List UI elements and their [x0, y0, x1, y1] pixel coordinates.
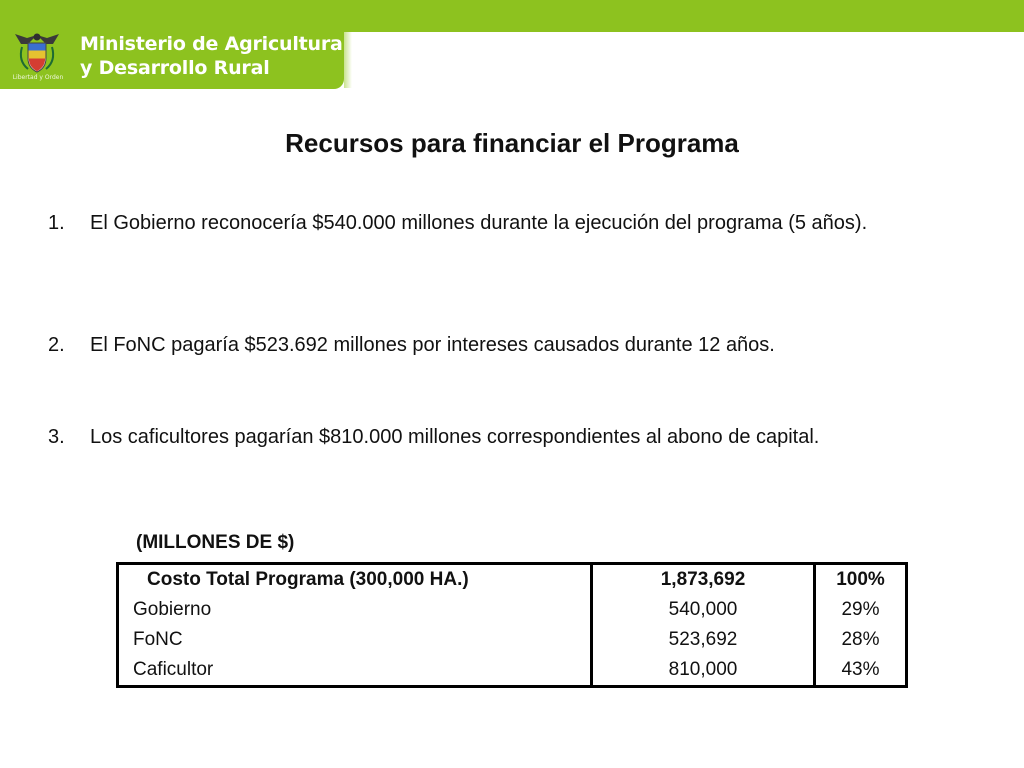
- list-item-number: 3.: [48, 426, 65, 448]
- table-header-row: [118, 564, 907, 596]
- table-cell-label: FoNC: [118, 625, 592, 655]
- list-item-number: 2.: [48, 334, 65, 356]
- slide-title: Recursos para financiar el Programa: [285, 128, 739, 158]
- funding-sources-list: [48, 208, 984, 453]
- list-item: [48, 422, 984, 453]
- list-item-text: Los caficultores pagarían $810.000 millones correspondientes al abono de capital.: [90, 426, 820, 448]
- table-cell-value: 810,000: [592, 655, 815, 687]
- table-cell-label: Costo Total Programa (300,000 HA.): [118, 564, 592, 596]
- table-row: [118, 625, 907, 655]
- table-cell-value: 1,873,692: [592, 564, 815, 596]
- table-row: [118, 595, 907, 625]
- table-cell-percent: 28%: [841, 629, 880, 650]
- table-cell-percent: 100%: [836, 569, 885, 590]
- table-cell-percent: 29%: [841, 599, 880, 620]
- coat-of-arms-icon: [12, 31, 62, 75]
- table-cell-percent: 43%: [841, 659, 880, 680]
- list-item-number: 1.: [48, 212, 65, 234]
- ministry-name: [80, 32, 342, 80]
- list-item: [48, 330, 984, 422]
- program-cost-table: [116, 562, 908, 688]
- ministry-name-line2: y Desarrollo Rural: [80, 57, 270, 79]
- list-item-text: El Gobierno reconocería $540.000 millones durante la ejecución del programa (5 años).: [90, 212, 868, 234]
- table-cell-label: Gobierno: [118, 595, 592, 625]
- table-cell-value: 540,000: [592, 595, 815, 625]
- ministry-name-line1: Ministerio de Agricultura: [80, 33, 343, 55]
- table-units-label: (MILLONES DE $): [136, 532, 295, 553]
- table-row: [118, 655, 907, 687]
- table-cell-value: 523,692: [592, 625, 815, 655]
- list-item-text: El FoNC pagaría $523.692 millones por intereses causados durante 12 años.: [90, 334, 775, 356]
- table-cell-label: Caficultor: [118, 655, 592, 687]
- list-item: [48, 208, 984, 330]
- crest-motto: Libertad y Orden: [12, 74, 64, 81]
- ministry-logo-panel: [0, 0, 344, 89]
